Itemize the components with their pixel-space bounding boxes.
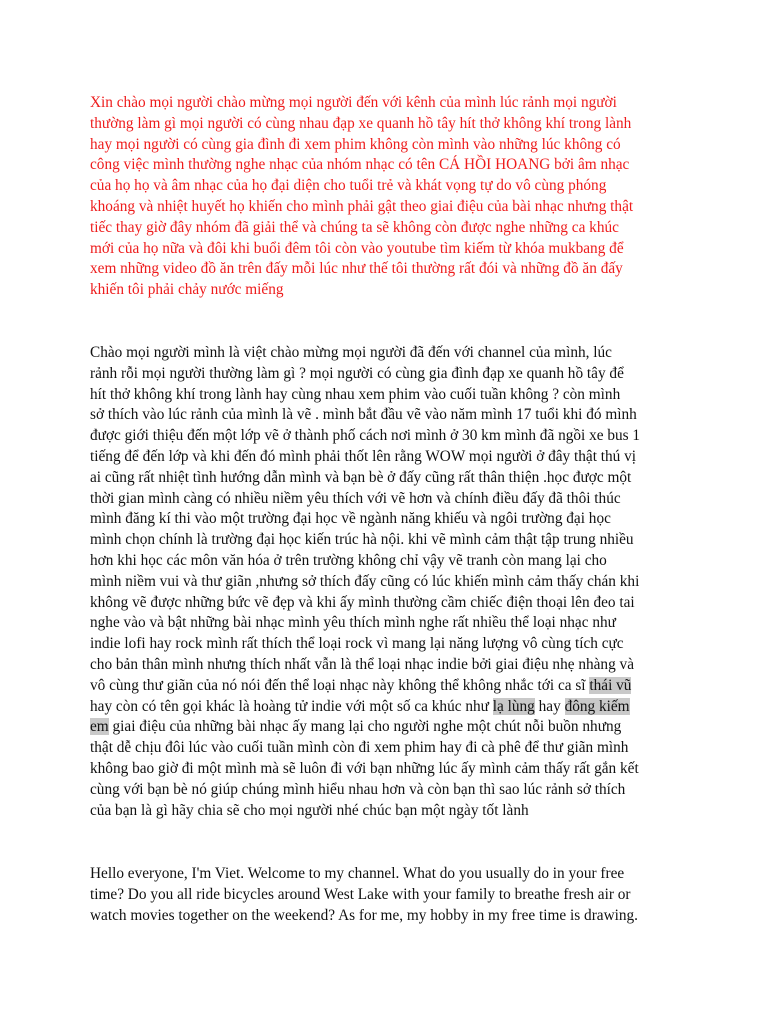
paragraph-red-intro: Xin chào mọi người chào mừng mọi người đến với kênh của mình lúc rảnh mọi người thường làm gì mọi người có cùng nhau đạp xe quanh hồ tây hít thở không khí trong lành hay mọi người có cùng gia đình đi xem phim không còn mình vào những lúc không có công việc mình thường nghe nhạc của nhóm nhạc có tên CÁ HỒI HOANG bởi âm nhạc của họ họ và âm nhạc của họ đại diện cho tuổi trẻ và khát vọng tự do vô cùng phóng khoáng và nhiệt huyết họ khiến cho mình phải gật theo giai điệu của bài nhạc nhưng thật tiếc thay giờ đây nhóm đã giải thể và chúng ta sẽ không còn được nghe những ca khúc mới của họ nữa và đôi khi buổi đêm tôi còn vào youtube tìm kiếm từ khóa mukbang để xem những video đồ ăn trên đấy mỗi lúc như thế tôi thường rất đói và những đồ ăn đấy khiến tôi phải chảy nước miếng xyxy=(90,94,634,299)
paragraph-english-intro: Hello everyone, I'm Viet. Welcome to my channel. What do you usually do in your free time? Do you all ride bicycles around West Lake with your family to breathe fresh air or watch movies together on the weekend? As for me, my hobby in my free time is drawing. xyxy=(90,865,638,924)
paragraph-vietnamese-intro xyxy=(90,343,686,821)
highlight-la-lung: lạ lùng xyxy=(492,697,535,715)
paragraph-vi-text-4: giai điệu của những bài nhạc ấy mang lại cho người nghe một chút nỗi buồn nhưng thật dễ chịu đôi lúc vào cuối tuần mình còn đi xem phim hay đi cà phê để thư giãn mình không bao giờ đi một mình mà sẽ luôn đi với bạn những lúc ấy mình cảm thấy rất gắn kết cùng với bạn bè nó giúp chúng mình hiểu nhau hơn và còn bạn thì sao lúc rảnh sở thích của bạn là gì hãy chia sẽ cho mọi người nhé chúc bạn một ngày tốt lành xyxy=(90,718,639,819)
highlight-dong-kiem-em: đông kiếm em xyxy=(90,697,630,736)
paragraph-vi-text-3: hay xyxy=(534,697,565,715)
highlight-thai-vu: thái vũ xyxy=(589,676,632,694)
paragraph-vi-text-2: hay còn có tên gọi khác là hoàng tử indie với một số ca khúc như xyxy=(90,697,489,715)
paragraph-vi-text-1: Chào mọi người mình là việt chào mừng mọi người đã đến với channel của mình, lúc rảnh rỗi mọi người thường làm gì ? mọi người có cùng gia đình đạp xe quanh hồ tây để hít thở không khí trong lành hay cùng nhau xem phim vào cuối tuần không ? còn mình sở thích vào lúc rảnh của mình là vẽ . mình bắt đầu vẽ vào năm mình 17 tuổi khi đó mình được giới thiệu đến một lớp vẽ ở thành phố cách nơi mình ở 30 km mình đã ngồi xe bus 1 tiếng để đến lớp và khi đến đó mình phải thốt lên rằng WOW mọi người ở đây thật thú vị ai cũng rất nhiệt tình hướng dẫn mình và bạn bè ở đấy cũng rất thân thiện .học được một thời gian mình càng có nhiều niềm yêu thích với vẽ hơn và chính điều đấy đã thôi thúc mình đăng kí thi vào một trường đại học về ngành năng khiếu và ngôi trường đại học mình chọn chính là trường đại học kiến trúc hà nội. khi vẽ mình cảm thật tập trung nhiều hơn khi học các môn văn hóa ở trên trường không chỉ vậy vẽ tranh còn mang lại cho mình niềm vui và thư giãn ,nhưng sở thích đấy cũng có lúc khiến mình cảm thấy chán khi không vẽ được những bức vẽ đẹp và khi ấy mình thường cầm chiếc điện thoại lên đeo tai nghe vào và bật những bài nhạc mình yêu thích mình nghe rất nhiều thể loại nhạc như indie lofi hay rock mình rất thích thể loại rock vì mang lại năng lượng vô cùng tích cực cho bản thân mình nhưng thích nhất vẫn là thể loại nhạc indie bởi giai điệu nhẹ nhàng và vô cùng thư giãn của nó nói đến thể loại nhạc này không thể không nhắc tới ca sĩ xyxy=(90,344,641,694)
